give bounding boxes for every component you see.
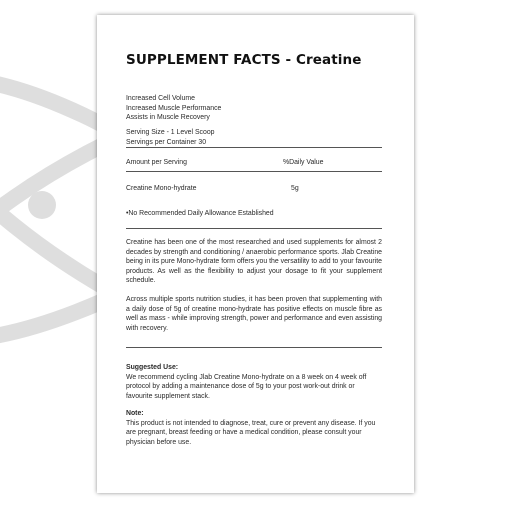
benefit-item: Assists in Muscle Recovery [126,114,210,122]
daily-value-header: %Daily Value [283,159,324,166]
divider [126,347,382,348]
divider [126,171,382,172]
divider [126,147,382,148]
description-paragraph: Across multiple sports nutrition studies, it has been proven that supplementing with a daily dose of 5g of creatine mono-hydrate has positive effects on muscle fibre as well as mass - while improving strength, power and performance and even assisting with recovery. [126,295,382,332]
note-text: This product is not intended to diagnose, treat, cure or prevent any disease. If you are pregnant, breast feeding or have a medical condition, please consult your physician before use. [126,419,376,446]
suggested-use-section [126,363,382,401]
divider [126,228,382,229]
description [126,238,382,333]
suggested-use-heading: Suggested Use: [126,364,179,371]
benefits-list [126,94,382,123]
table-header [126,158,382,168]
table-row [126,184,382,194]
suggested-use-text: We recommend cycling Jlab Creatine Mono-hydrate on a 8 week on 4 week off protocol by adding a maintenance dose of 5g to your post work-out drink or favourite supplement stack. [126,373,367,400]
serving-size: Serving Size - 1 Level Scoop [126,129,215,136]
note-section [126,409,382,447]
benefit-item: Increased Cell Volume [126,95,195,102]
ingredient-amount: 5g [291,185,299,192]
description-paragraph: Creatine has been one of the most researched and used supplements for almost 2 decades by strength and conditioning / anaerobic performance sports. Jlab Creatine being in its pure Mono-hydrate form offers you the versatility to add to your favourite products. As well as the flexibility to adjust your dosage to fit your supplement schedule. [126,239,382,285]
note-heading: Note: [126,410,144,417]
servings-per-container: Servings per Container 30 [126,138,207,146]
table-footnote: •No Recommended Daily Allowance Established [126,210,274,217]
amount-per-serving-header: Amount per Serving [126,159,187,166]
label-title: SUPPLEMENT FACTS - Creatine [126,52,362,68]
serving-info [126,128,382,147]
ingredient-name: Creatine Mono-hydrate [126,185,197,192]
benefit-item: Increased Muscle Performance [126,104,222,112]
supplement-facts-label [97,15,414,493]
